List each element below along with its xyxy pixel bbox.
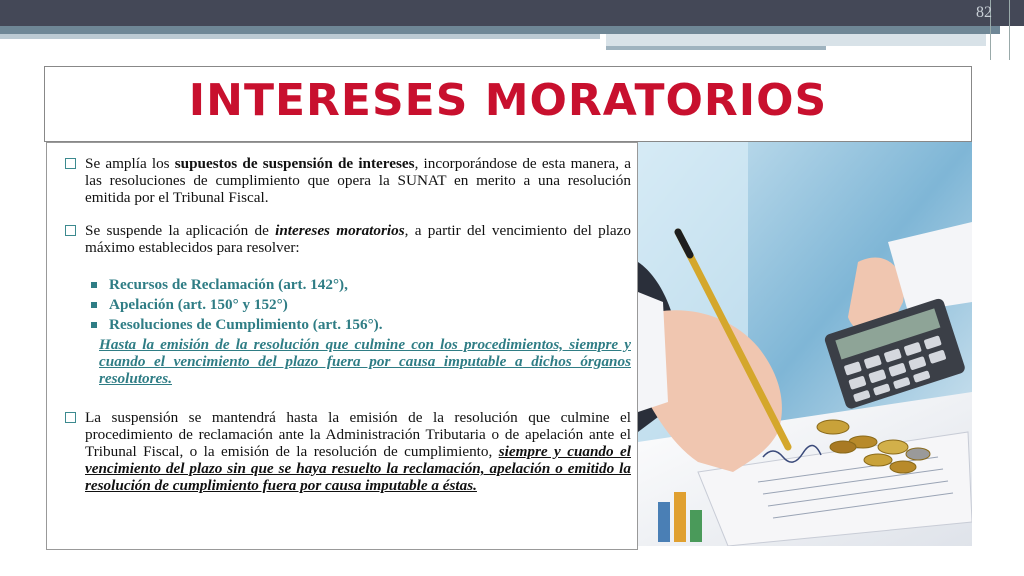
paragraph-text: Se amplía los xyxy=(85,155,175,172)
page-number: 82 xyxy=(976,4,992,21)
bullet-paragraph-2 xyxy=(57,222,631,256)
top-banner-stripe-light xyxy=(0,34,600,39)
checkbox-bullet-icon xyxy=(65,412,76,423)
bullet-paragraph-1 xyxy=(57,155,631,206)
paragraph-text: La suspensión se mantendrá hasta la emisión de la resolución que culmine el procedimiento de reclamación ante la Administración Tributaria o de apelación ante el Tribunal Fiscal, o la emisión de la resolución de cumplimiento, xyxy=(85,409,631,460)
square-bullet-icon xyxy=(91,282,97,288)
title-box xyxy=(44,66,972,142)
checkbox-bullet-icon xyxy=(65,225,76,236)
sub-item-label: Apelación (art. 150° y 152°) xyxy=(109,296,288,313)
emphasis-note: Hasta la emisión de la resolución que culmine con los procedimientos, siempre y cuando el vencimiento del plazo fuera por causa imputable a dichos órganos resolutores. xyxy=(99,336,631,387)
sub-list-item xyxy=(57,316,631,333)
sub-list-item xyxy=(57,296,631,313)
top-banner-stripe xyxy=(0,26,1000,34)
paragraph-bold-text: supuestos de suspensión de intereses xyxy=(174,155,415,172)
decorative-lines xyxy=(990,0,1010,60)
bullet-paragraph-3 xyxy=(57,409,631,494)
paragraph-underlined-text: siempre y cuando el vencimiento del plazo sin que se haya resuelto la reclamación, apelación o emitido la resolución de cumplimiento fuera por causa imputable a éstas. xyxy=(85,443,631,494)
paragraph-text: , incorporándose de esta manera, a las resoluciones de cumplimiento que opera la SUNAT en merito a una resolución emitida por el Tribunal Fiscal. xyxy=(85,155,631,206)
text-panel xyxy=(46,142,638,550)
top-banner-stripe-thin xyxy=(606,46,826,50)
calculator-writing-photo xyxy=(638,142,972,546)
checkbox-bullet-icon xyxy=(65,158,76,169)
text-content xyxy=(57,155,631,494)
sub-item-label: Resoluciones de Cumplimiento (art. 156°). xyxy=(109,316,383,333)
paragraph-text: Se suspende la aplicación de xyxy=(85,222,276,239)
sub-list-item xyxy=(57,276,631,293)
square-bullet-icon xyxy=(91,302,97,308)
sub-item-label: Recursos de Reclamación (art. 142°), xyxy=(109,276,348,293)
slide-title: INTERESES MORATORIOS xyxy=(188,75,828,126)
square-bullet-icon xyxy=(91,322,97,328)
paragraph-bold-italic-text: intereses moratorios xyxy=(275,222,405,239)
photo-illustration xyxy=(638,142,972,546)
paragraph-text: , a partir del vencimiento del plazo máximo establecidos para resolver: xyxy=(85,222,631,256)
top-banner-stripe-pale xyxy=(606,34,986,46)
top-banner xyxy=(0,0,1024,26)
